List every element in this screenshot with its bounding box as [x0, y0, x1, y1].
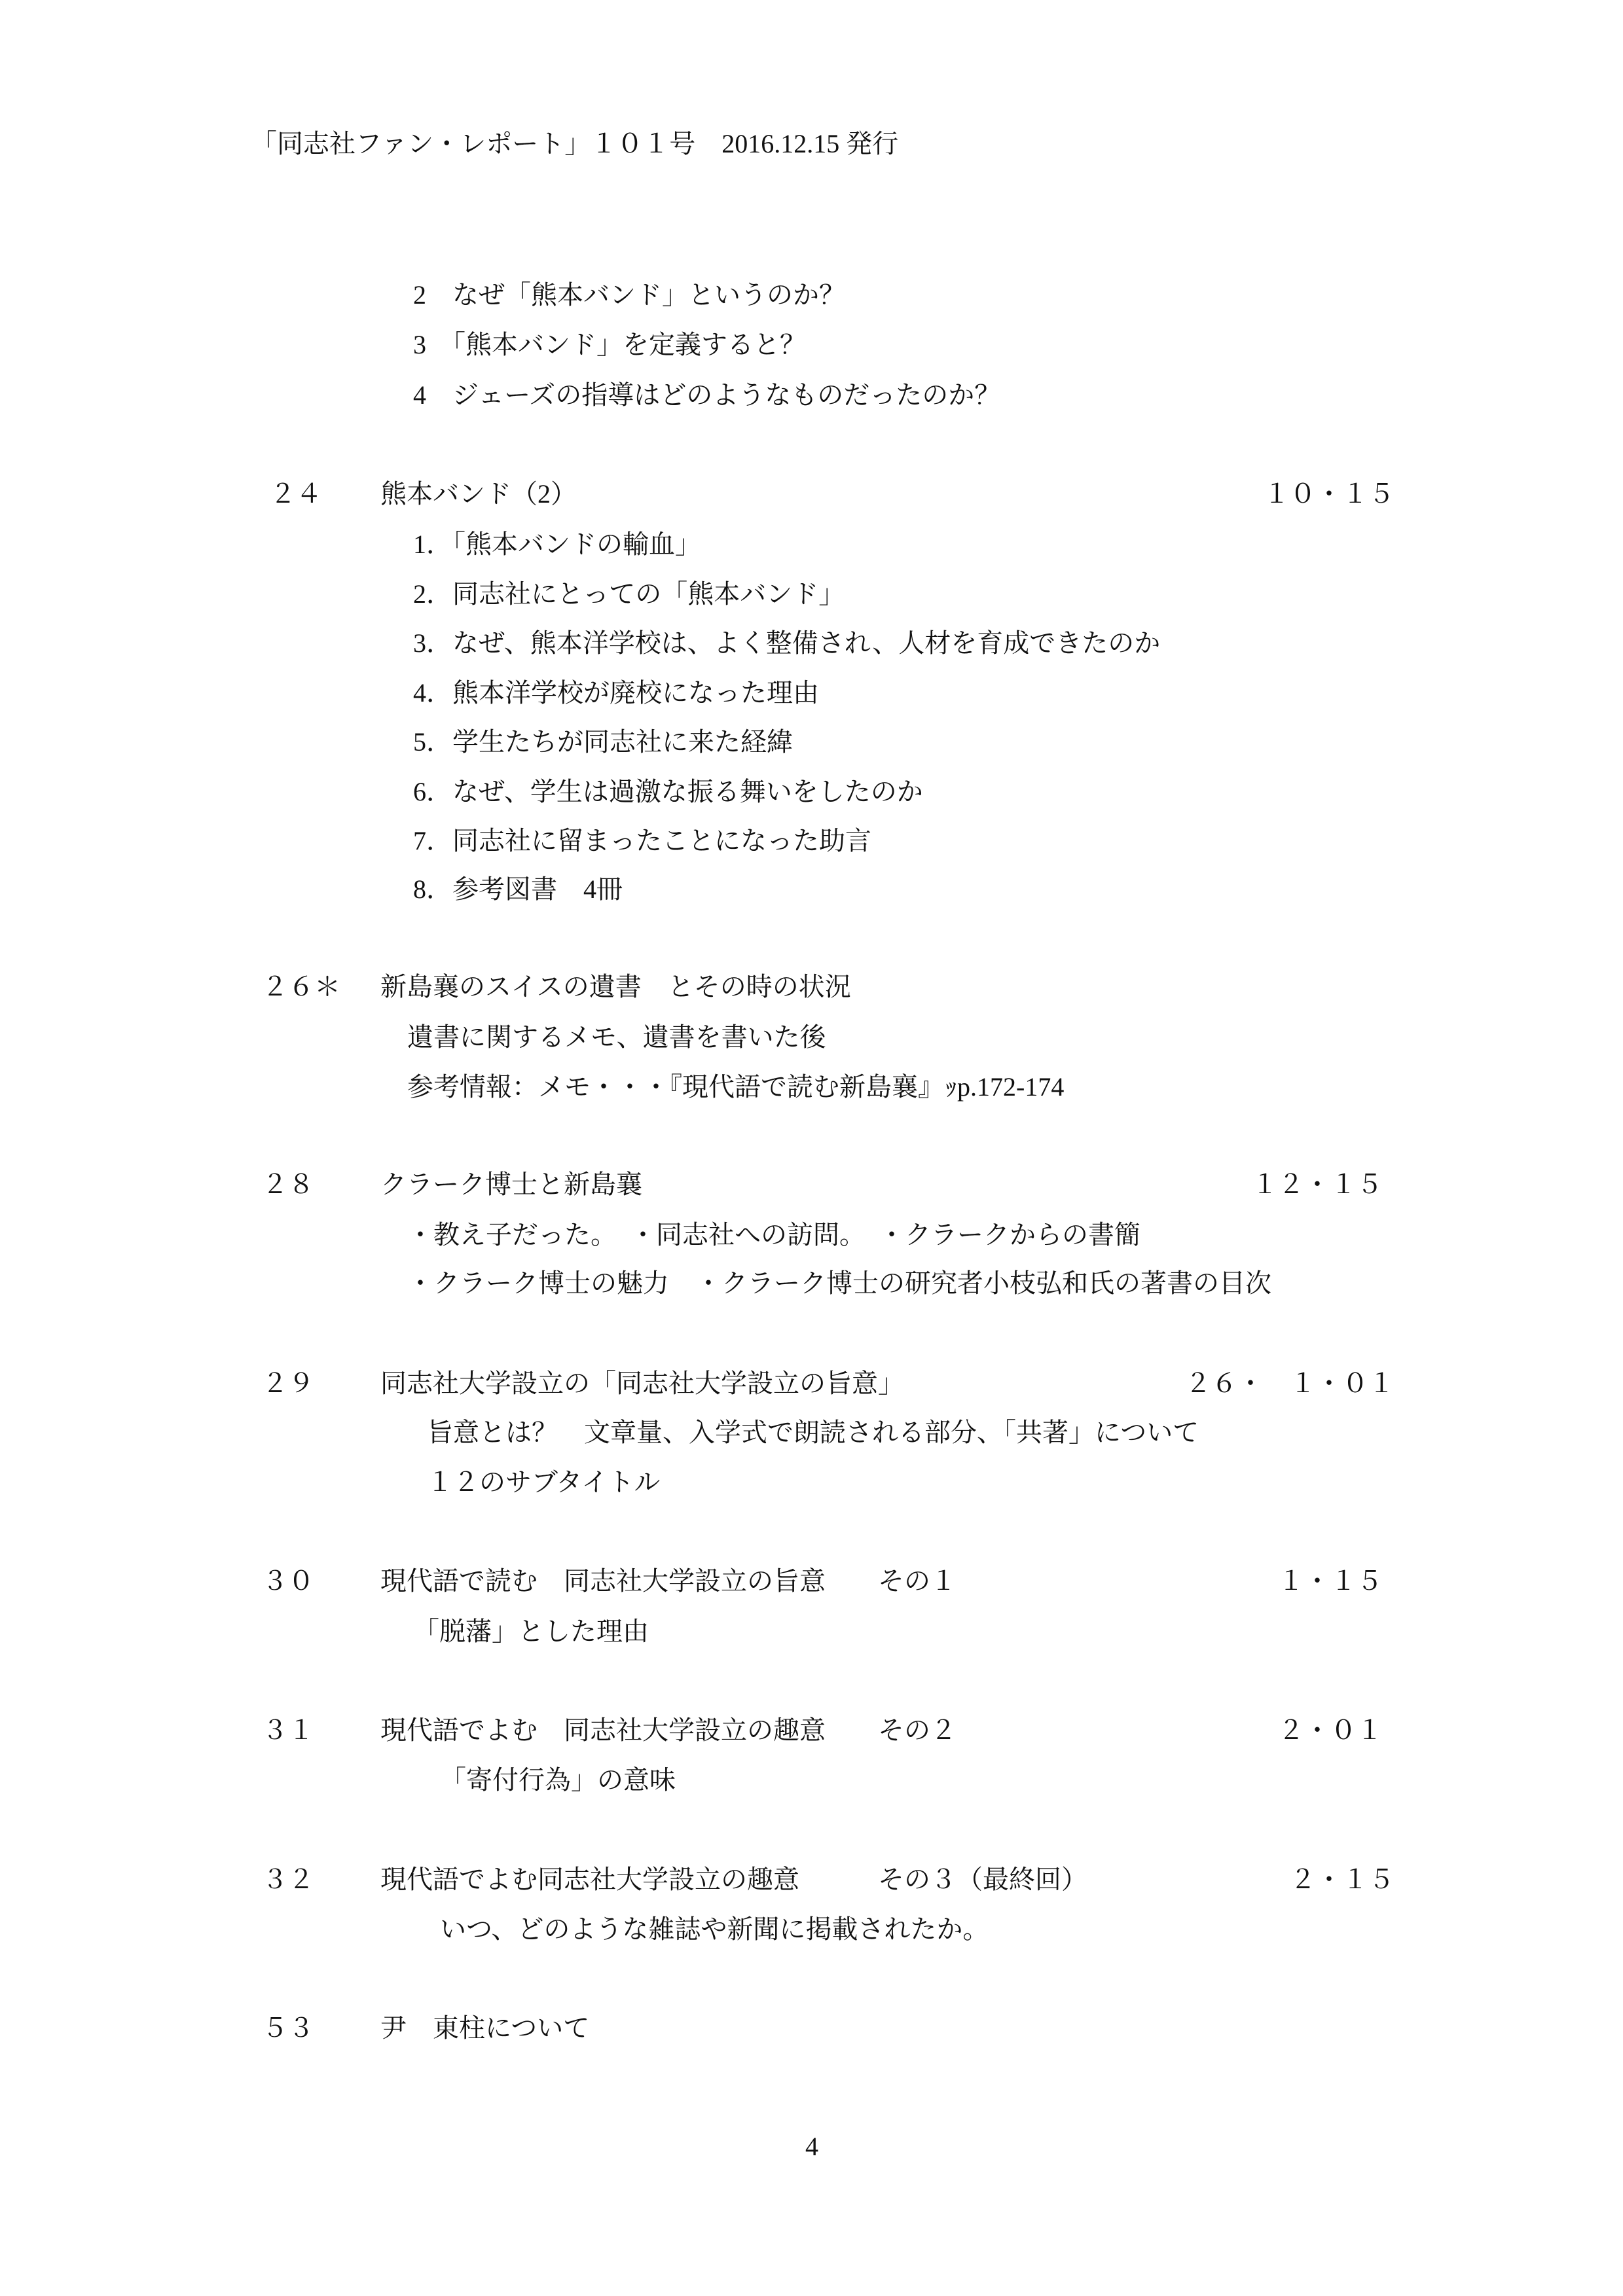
- list-item: ・クラーク博士の魅力 ・クラーク博士の研究者小枝弘和氏の著書の目次: [407, 1268, 1271, 1298]
- entry-date: １０・１５: [1264, 479, 1395, 509]
- entry-title: 新島襄のスイスの遺書 とその時の状況: [380, 972, 851, 1001]
- entry-title: 現代語でよむ 同志社大学設立の趣意 その２: [380, 1715, 957, 1745]
- entry-number: ３１: [262, 1715, 314, 1745]
- list-item: 4 ジェーズの指導はどのようなものだったのか？: [413, 380, 1001, 410]
- entry-number: ２８: [262, 1170, 314, 1199]
- entry-date: ２６・ １・０１: [1185, 1369, 1395, 1398]
- list-item: 遺書に関するメモ、遺書を書いた後: [407, 1022, 826, 1052]
- entry-number: ２４: [270, 479, 322, 509]
- list-item: ・教え子だった。 ・同志社への訪問。 ・クラークからの書簡: [407, 1220, 1140, 1249]
- list-item: 「寄付行為」の意味: [440, 1765, 676, 1795]
- list-item: 4．熊本洋学校が廃校になった理由: [413, 678, 819, 708]
- page-number: 4: [805, 2132, 818, 2161]
- entry-number: ２６＊: [262, 972, 340, 1001]
- entry-number: ２９: [262, 1369, 314, 1398]
- list-item: 8．参考図書 4冊: [413, 874, 623, 904]
- entry-title: クラーク博士と新島襄: [380, 1170, 642, 1199]
- list-item: 5．学生たちが同志社に来た経緯: [413, 727, 793, 757]
- list-item: １２のサブタイトル: [427, 1467, 661, 1497]
- entry-date: ２・０１: [1278, 1715, 1383, 1745]
- list-item: 6．なぜ、学生は過激な振る舞いをしたのか: [413, 777, 923, 806]
- list-item: 参考情報：メモ・・・『現代語で読む新島襄』ｯp.172-174: [407, 1072, 1065, 1102]
- entry-number: ３０: [262, 1566, 314, 1596]
- list-item: 旨意とは？ 文章量、入学式で朗読される部分、「共著」について: [427, 1418, 1199, 1447]
- entry-date: １・１５: [1278, 1566, 1383, 1596]
- list-item: 3．なぜ、熊本洋学校は、よく整備され、人材を育成できたのか: [413, 628, 1161, 658]
- entry-number: ３２: [262, 1865, 314, 1894]
- entry-date: ２・１５: [1290, 1865, 1395, 1894]
- entry-title: 熊本バンド（2）: [380, 479, 577, 509]
- document-header: 「同志社ファン・レポート」１０１号 2016.12.15 発行: [251, 129, 899, 158]
- list-item: いつ、どのような雑誌や新聞に掲載されたか。: [440, 1914, 989, 1944]
- list-item: 「脱藩」とした理由: [413, 1617, 649, 1646]
- list-item: 2．同志社にとっての「熊本バンド」: [413, 579, 845, 609]
- list-item: 3 「熊本バンド」を定義すると？: [413, 330, 806, 359]
- entry-title: 同志社大学設立の「同志社大学設立の旨意」: [380, 1369, 904, 1398]
- entry-title: 現代語で読む 同志社大学設立の旨意 その１: [380, 1566, 957, 1596]
- entry-number: ５３: [262, 2013, 314, 2043]
- list-item: 2 なぜ「熊本バンド」というのか？: [413, 280, 845, 310]
- list-item: 7．同志社に留まったことになった助言: [413, 826, 871, 855]
- entry-title: 現代語でよむ同志社大学設立の趣意 その３（最終回）: [380, 1865, 1087, 1894]
- entry-title: 尹 東柱について: [380, 2013, 590, 2043]
- entry-date: １２・１５: [1252, 1170, 1383, 1199]
- list-item: 1．「熊本バンドの輸血」: [413, 529, 701, 559]
